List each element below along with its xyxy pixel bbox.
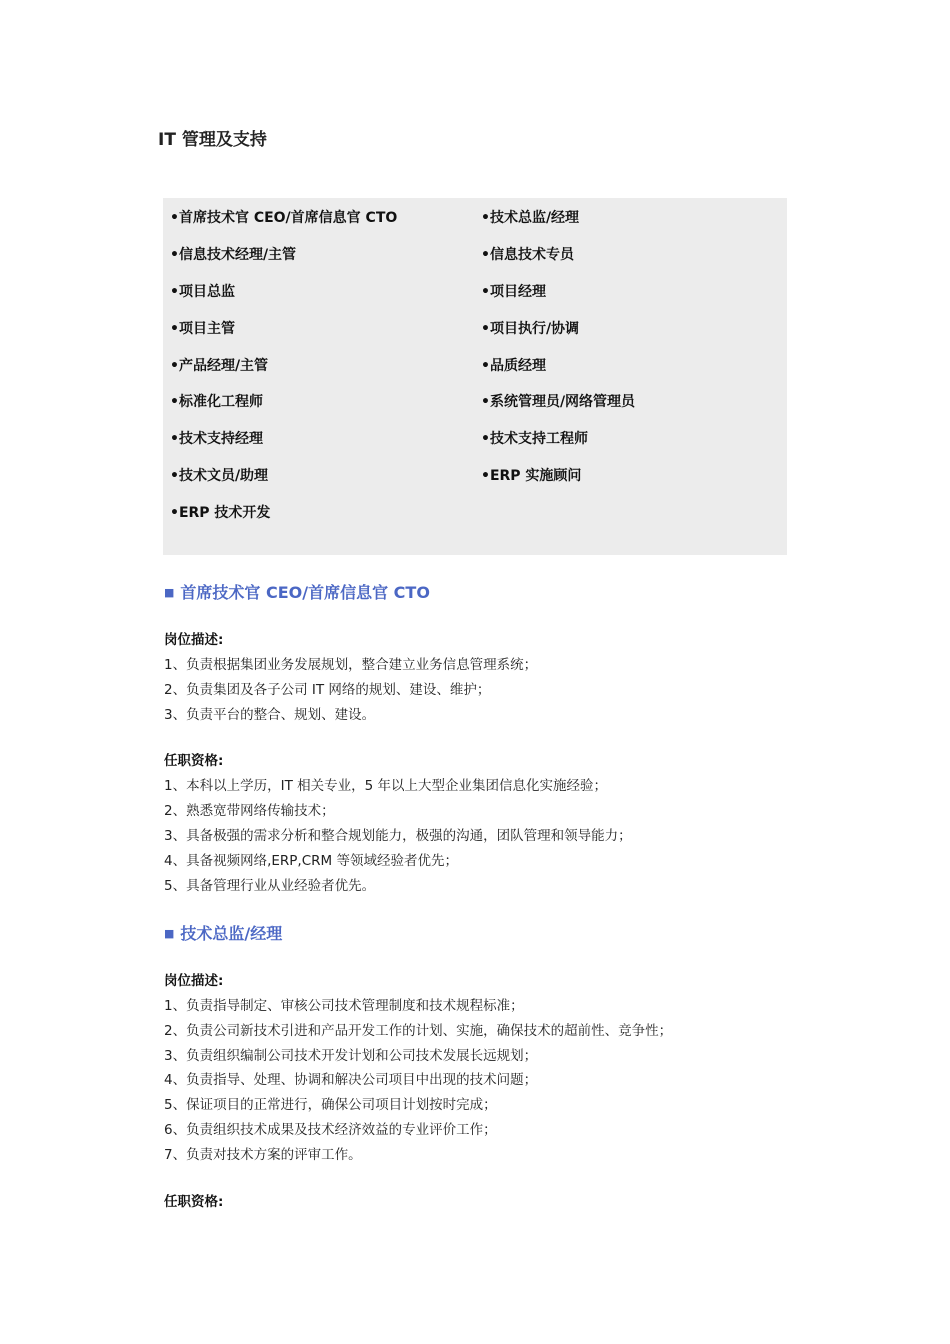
section-heading [164, 583, 784, 603]
page-title: IT 管理及支持 [158, 130, 267, 150]
index-item: •项目经理 [481, 283, 546, 300]
position-index-right-column [481, 208, 635, 503]
position-index-left-column [170, 208, 397, 540]
qualification-line: 4、具备视频网络,ERP,CRM 等领域经验者优先； [164, 852, 458, 869]
index-item: •ERP 实施顾问 [481, 468, 582, 485]
description-line: 5、保证项目的正常进行，确保公司项目计划按时完成； [164, 1097, 497, 1114]
index-item: •标准化工程师 [170, 394, 263, 411]
section-heading [164, 924, 784, 944]
index-item: •技术支持工程师 [481, 431, 588, 448]
index-item: •产品经理/主管 [170, 357, 269, 374]
description-line: 1、负责根据集团业务发展规划，整合建立业务信息管理系统； [164, 657, 538, 673]
description-line: 3、负责平台的整合、规划、建设。 [164, 706, 376, 723]
square-bullet-icon: ■ [164, 927, 175, 940]
index-item: •信息技术经理/主管 [170, 246, 297, 263]
section-cto [164, 583, 784, 898]
index-item: •技术文员/助理 [170, 468, 269, 485]
qualification-label: 任职资格: [164, 1193, 224, 1210]
index-item: •信息技术专员 [481, 246, 574, 263]
index-item: •品质经理 [481, 357, 546, 374]
description-line: 4、负责指导、处理、协调和解决公司项目中出现的技术问题； [164, 1072, 538, 1089]
position-index [163, 198, 787, 555]
index-item: •技术支持经理 [170, 431, 263, 448]
section-title: 技术总监/经理 [180, 924, 283, 943]
section-technical-director [164, 924, 784, 1215]
description-line: 3、负责组织编制公司技术开发计划和公司技术发展长远规划； [164, 1047, 538, 1064]
index-item: •项目执行/协调 [481, 320, 580, 337]
qualification-line: 2、熟悉宽带网络传输技术； [164, 803, 335, 820]
qualification-line: 3、具备极强的需求分析和整合规划能力，极强的沟通，团队管理和领导能力； [164, 827, 632, 844]
section-title: 首席技术官 CEO/首席信息官 CTO [180, 583, 430, 602]
job-description-label: 岗位描述: [164, 973, 224, 989]
index-item: •首席技术官 CEO/首席信息官 CTO [170, 210, 398, 226]
square-bullet-icon: ■ [164, 586, 175, 599]
qualification-line: 1、本科以上学历，IT 相关专业，5 年以上大型企业集团信息化实施经验； [164, 778, 607, 795]
description-line: 2、负责集团及各子公司 IT 网络的规划、建设、维护； [164, 681, 491, 698]
qualification-label: 任职资格: [164, 753, 224, 770]
description-line: 2、负责公司新技术引进和产品开发工作的计划、实施，确保技术的超前性、竞争性； [164, 1022, 673, 1039]
index-item: •项目主管 [170, 320, 235, 337]
index-item: •ERP 技术开发 [170, 505, 271, 522]
description-line: 1、负责指导制定、审核公司技术管理制度和技术规程标准； [164, 998, 524, 1014]
description-line: 7、负责对技术方案的评审工作。 [164, 1146, 362, 1163]
job-description-label: 岗位描述: [164, 632, 224, 648]
index-item: •项目总监 [170, 283, 235, 300]
index-item: •系统管理员/网络管理员 [481, 394, 636, 411]
index-item: •技术总监/经理 [481, 210, 580, 226]
description-line: 6、负责组织技术成果及技术经济效益的专业评价工作； [164, 1121, 497, 1138]
qualification-line: 5、具备管理行业从业经验者优先。 [164, 877, 376, 894]
